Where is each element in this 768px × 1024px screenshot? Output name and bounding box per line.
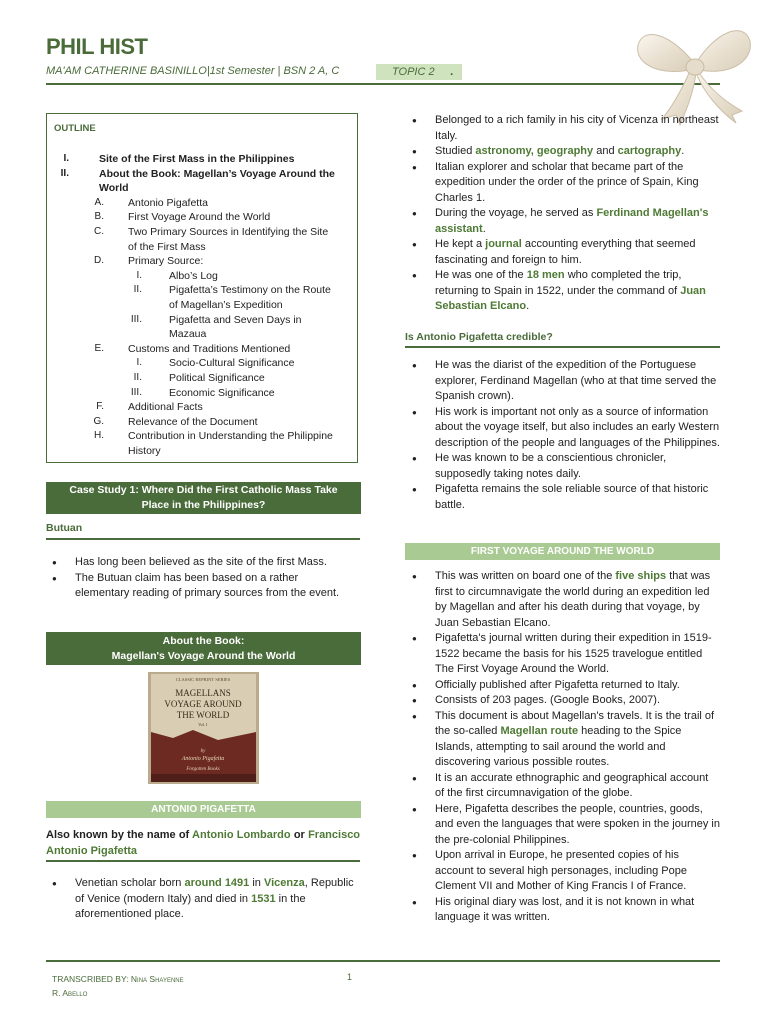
header-divider [46,83,720,85]
list-item: ● He was the diarist of the expedition of the Portuguese explorer, Ferdinand Magellan (who at that time served the Spanish crown). [406,358,720,405]
outline-item: First Voyage Around the World [128,211,271,224]
list-item: ● The Butuan claim has been based on a rather elementary reading of primary sources from the event. [46,571,346,602]
outline-item: Political Significance [169,372,265,384]
list-item: ● During the voyage, he served as Ferdinand Magellan's assistant. [406,206,720,237]
pigafetta-born-list [46,876,356,923]
outline-item: Pigafetta and Seven Days in [169,313,302,326]
outline-item: of the First Mass [128,240,206,253]
footer-credit [52,972,184,1000]
about-book-line2: Magellan's Voyage Around the World [111,650,296,662]
first-voyage-banner: FIRST VOYAGE AROUND THE WORLD [405,543,720,560]
list-item: ● His original diary was lost, and it is not known in what language it was written. [406,895,720,926]
list-item: ● Upon arrival in Europe, he presented copies of his account to several high personages, including Pope Clement VII and Mother of King Francis I of France. [406,848,720,895]
outline-marker: III. [130,313,142,325]
butuan-list [46,555,346,602]
list-item: ● He was known to be a conscientious chronicler, supposedly taking notes daily. [406,451,720,482]
outline-item: Additional Facts [128,401,203,414]
outline-box [46,113,358,463]
outline-title: OUTLINE [54,123,96,134]
page-number: 1 [347,972,353,982]
list-item: ● Pigafetta's journal written during their expedition in 1519-1522 became the basis for his 1525 travelogue entitled The First Voyage Around the World. [406,631,720,678]
outline-marker: A. [94,196,104,208]
outline-item: Economic Significance [169,386,275,399]
case-study-line1: Case Study 1: Where Did the First Catholic Mass Take [69,484,338,496]
book-volume: Vol. 1 [198,722,208,727]
list-item: ● Officially published after Pigafetta returned to Italy. [406,678,720,694]
book-title-3: THE WORLD [176,710,230,720]
outline-marker: I. [63,153,69,164]
transcriber-name-1: Nina Shayenne [130,974,184,984]
list-item: ● Belonged to a rich family in his city of Vicenza in northeast Italy. [406,113,720,144]
course-subtitle: MA'AM CATHERINE BASINILLO|1st Semester | BSN 2 A, C [46,65,340,77]
about-book-banner [46,632,361,665]
transcribed-label: TRANSCRIBED BY: [52,974,129,984]
list-item: ● Here, Pigafetta describes the people, countries, goods, and even the languages that were spoken in the journey in the pre-colonial Philippines. [406,802,720,849]
list-item: ● Venetian scholar born around 1491 in Vicenza, Republic of Venice (modern Italy) and died in 1531 in the aforementioned place. [46,876,356,923]
list-item: ● He was one of the 18 men who completed the trip, returning to Spain in 1522, under the command of Juan Sebastian Elcano. [406,268,720,315]
credible-rule [405,346,720,348]
outline-item: Site of the First Mass in the Philippines [99,153,295,165]
case-study-line2: Place in the Philippines? [141,499,266,511]
outline-item: Albo’s Log [169,269,218,282]
pigafetta-banner: ANTONIO PIGAFETTA [46,801,361,818]
book-series: CLASSIC REPRINT SERIES [175,677,231,682]
outline-item: Mazaua [169,328,207,341]
outline-marker: I. [136,269,142,281]
about-book-line1: About the Book: [162,635,245,647]
list-item: ● Has long been believed as the site of the first Mass. [46,555,346,571]
list-item: ● This document is about Magellan's travels. It is the trail of the so-called Magellan route heading to the Spice Islands, attempting to sail around the world and discovering various possible routes. [406,709,720,771]
outline-marker: F. [96,401,104,413]
book-by: by [200,749,206,754]
book-title-1: MAGELLANS [175,688,231,698]
outline-item: Contribution in Understanding the Philippine [128,430,333,443]
outline-item: Antonio Pigafetta [128,196,208,209]
outline-marker: E. [94,342,104,354]
book-publisher: Forgotten Books [186,767,220,772]
credible-list [406,358,720,513]
outline-item: Socio-Cultural Significance [169,357,295,370]
topic-suffix: . [450,64,454,78]
list-item: ● Italian explorer and scholar that became part of the expedition under the order of the prince of Spain, King Charles 1. [406,160,720,207]
footer-divider [46,960,720,962]
outline-item: Customs and Traditions Mentioned [128,342,291,355]
known-or: or [293,829,305,841]
outline-item: Two Primary Sources in Identifying the Site [128,226,329,238]
outline-marker: II. [133,372,142,383]
list-item: ● Consists of 203 pages. (Google Books, 2007). [406,693,720,709]
outline-marker: I. [136,357,142,369]
book-author: Antonio Pigafetta [181,756,225,762]
outline-marker: B. [94,211,104,223]
list-item: ● It is an accurate ethnographic and geographical account of the first circumnavigation of the globe. [406,771,720,802]
also-known-as [46,827,360,859]
transcriber-name-2: R. Abello [52,988,88,998]
list-item: ● Studied astronomy, geography and cartography. [406,144,720,160]
outline-marker: III. [130,386,142,398]
butuan-heading: Butuan [46,522,83,534]
outline-marker: II. [60,167,69,179]
outline-marker: II. [133,284,142,296]
book-title-2: VOYAGE AROUND [164,699,242,709]
alias-name-2: Francisco Antonio Pigafetta [46,829,361,857]
list-item: ● This was written on board one of the five ships that was first to circumnavigate the world during an expedition led by Magellan and after his death during that voyage, by Juan Sebastian Elcano. [406,569,720,631]
ribbon-bow-decoration [632,15,758,127]
book-cover-image [148,672,259,784]
outline-item: History [128,445,161,457]
list-item: ● His work is important not only as a source of information about the voyage itself, but also includes an early Western description of the people and languages of the Philippines. [406,405,720,452]
known-prefix: Also known by the name of [46,829,190,841]
outline-marker: D. [94,255,104,267]
outline-marker: H. [94,430,104,442]
topic-badge: TOPIC 2 [376,64,462,80]
list-item: ● Pigafetta remains the sole reliable source of that historic battle. [406,482,720,513]
outline-marker: G. [93,415,104,427]
pigafetta-rule [46,860,360,862]
alias-name-1: Antonio Lombardo [192,829,291,841]
pigafetta-facts-list [406,113,720,315]
outline-marker: C. [94,226,104,237]
outline-item: of Magellan’s Expedition [169,299,283,311]
outline-item: Pigafetta’s Testimony on the Route [169,284,331,297]
outline-item: Primary Source: [128,255,204,268]
outline-item: World [99,182,129,195]
list-item: ● He kept a journal accounting everything that seemed fascinating and foreign to him. [406,237,720,268]
outline-item: Relevance of the Document [128,415,258,428]
case-study-banner [46,482,361,514]
page-title: PHIL HIST [46,34,148,59]
first-voyage-list [406,569,720,926]
butuan-rule [46,538,360,540]
credible-heading: Is Antonio Pigafetta credible? [405,331,553,343]
outline-item: About the Book: Magellan’s Voyage Around the [99,167,335,180]
